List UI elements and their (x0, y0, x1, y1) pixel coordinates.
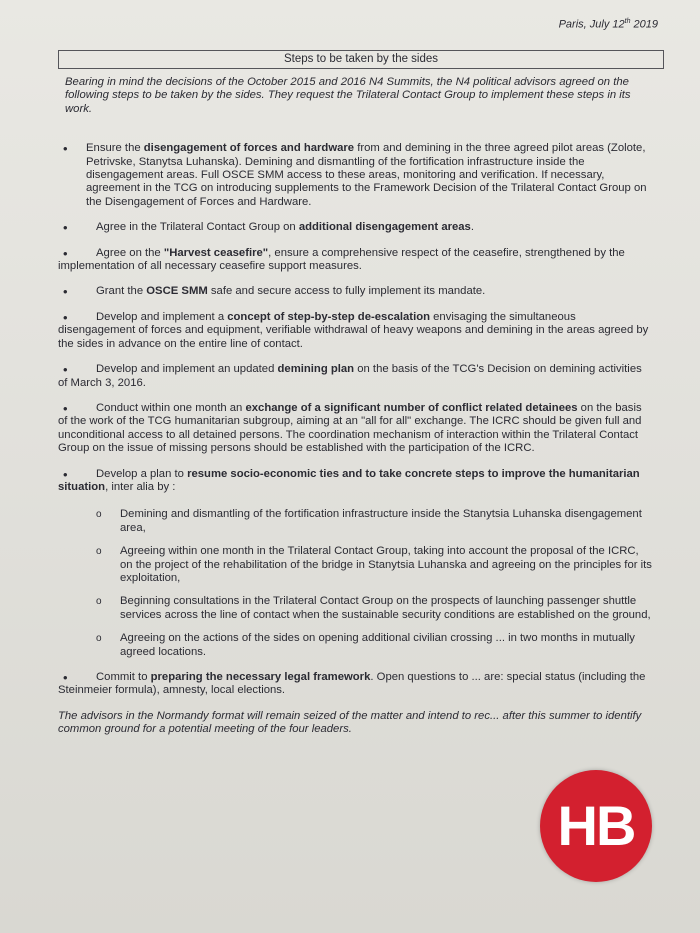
circle-bullet-icon: o (96, 596, 102, 608)
sub-steps-list (58, 508, 654, 659)
bullet-icon: • (63, 400, 68, 416)
bullet-icon: • (63, 284, 68, 300)
list-item: • Develop and implement a concept of step-by-step de-escalation envisaging the simultaneous disengagement of forces and equipment, verifiable withdrawal of heavy weapons and demining in the areas agreed by the sides in advance on the entire line of contact. (58, 309, 649, 350)
sub-list-item: o Agreeing on the actions of the sides on opening additional civilian crossing ... in two months in mutually agreed locations. (96, 632, 635, 658)
sub-list-item: o Beginning consultations in the Trilateral Contact Group on the prospects of launching passenger shuttle services across the line of contact when the sustainable security conditions are established on the ground, (96, 595, 651, 621)
bullet-icon: • (63, 245, 68, 261)
sub-list-item: o Agreeing within one month in the Trilateral Contact Group, taking into account the proposal of the ICRC, on the project of the rehabilitation of the bridge in Stanytsia Luhanska and agreeing on the principles for its exploitation, (96, 545, 652, 584)
circle-bullet-icon: o (96, 509, 102, 521)
logo-text: НВ (557, 794, 635, 857)
list-item: • Conduct within one month an exchange of a significant number of conflict related detainees on the basis of the work of the TCG humanitarian subgroup, aiming at an "all for all" exchange. The ICRC should be given full and unconditional access to all detained persons. The coordination mechanism of interaction within the Trilateral Contact Group on the issue of missing persons should be established with the participation of the ICRC. (58, 400, 642, 455)
list-item: • Agree in the Trilateral Contact Group on additional disengagement areas. (63, 220, 474, 236)
bullet-icon: • (63, 309, 68, 325)
closing-paragraph: The advisors in the Normandy format will remain seized of the matter and intend to rec... after this summer to identify common ground for a potential meeting of the four leaders. (58, 709, 642, 736)
list-item: • Develop a plan to resume socio-economic ties and to take concrete steps to improve the humanitarian situation, inter alia by : o Demining and dismantling of the fortification infrastructure inside the Stanytsia Luhanska disengagement area, o Agreeing within one month in the Trilateral Contact Group, taking into account the proposal of the ICRC, on the project of the rehabilitation of the bridge in Stanytsia Luhanska and agreeing on the principles for its exploitation, o Beginning consultations in the Trilateral Contact Group on the prospects of launching passenger shuttle services across the line of contact when the sustainable security conditions are established on the ground, o Agreeing on the actions of the sides on opening additional civilian crossing ... in two months in mutually agreed locations. (58, 468, 654, 659)
circle-bullet-icon: o (96, 546, 102, 558)
bullet-icon: • (63, 220, 68, 236)
list-item: • Ensure the disengagement of forces and hardware from and demining in the three agreed pilot areas (Zolote, Petrivske, Stanytsa Luhanska). Demining and dismantling of the fortification infrastructure inside the disengagement areas. Full OSCE SMM access to these areas, monitoring and verification. If necessary, agreement in the TCG on introducing supplements to the Framework Decision of the Trilateral Contact Group on the Disengagement of Forces and Hardware. (63, 141, 647, 208)
document-title: Steps to be taken by the sides (58, 50, 664, 69)
document-body (58, 76, 654, 737)
bullet-icon: • (63, 466, 68, 482)
intro-paragraph: Bearing in mind the decisions of the October 2015 and 2016 N4 Summits, the N4 political advisors agreed on the following steps to be taken by the sides. They request the Trilateral Contact Group to implement these steps in its work. (65, 76, 631, 115)
sub-list-item: o Demining and dismantling of the fortification infrastructure inside the Stanytsia Luhanska disengagement area, (96, 508, 642, 534)
nv-logo-icon (540, 770, 652, 882)
list-item: • Grant the OSCE SMM safe and secure access to fully implement its mandate. (63, 284, 486, 300)
steps-list (58, 142, 654, 698)
circle-bullet-icon: o (96, 633, 102, 645)
list-item: • Commit to preparing the necessary legal framework. Open questions to ... are: special status (including the Steinmeier formula), amnesty, local elections. (58, 670, 646, 697)
bullet-icon: • (63, 141, 68, 157)
document-date: Paris, July 12th 2019 (558, 18, 658, 31)
bullet-icon: • (63, 362, 68, 378)
list-item: • Develop and implement an updated demining plan on the basis of the TCG's Decision on demining activities of March 3, 2016. (58, 362, 642, 389)
list-item: • Agree on the "Harvest ceasefire", ensure a comprehensive respect of the ceasefire, strengthened by the implementation of all necessary ceasefire support measures. (58, 245, 625, 273)
bullet-icon: • (63, 670, 68, 685)
